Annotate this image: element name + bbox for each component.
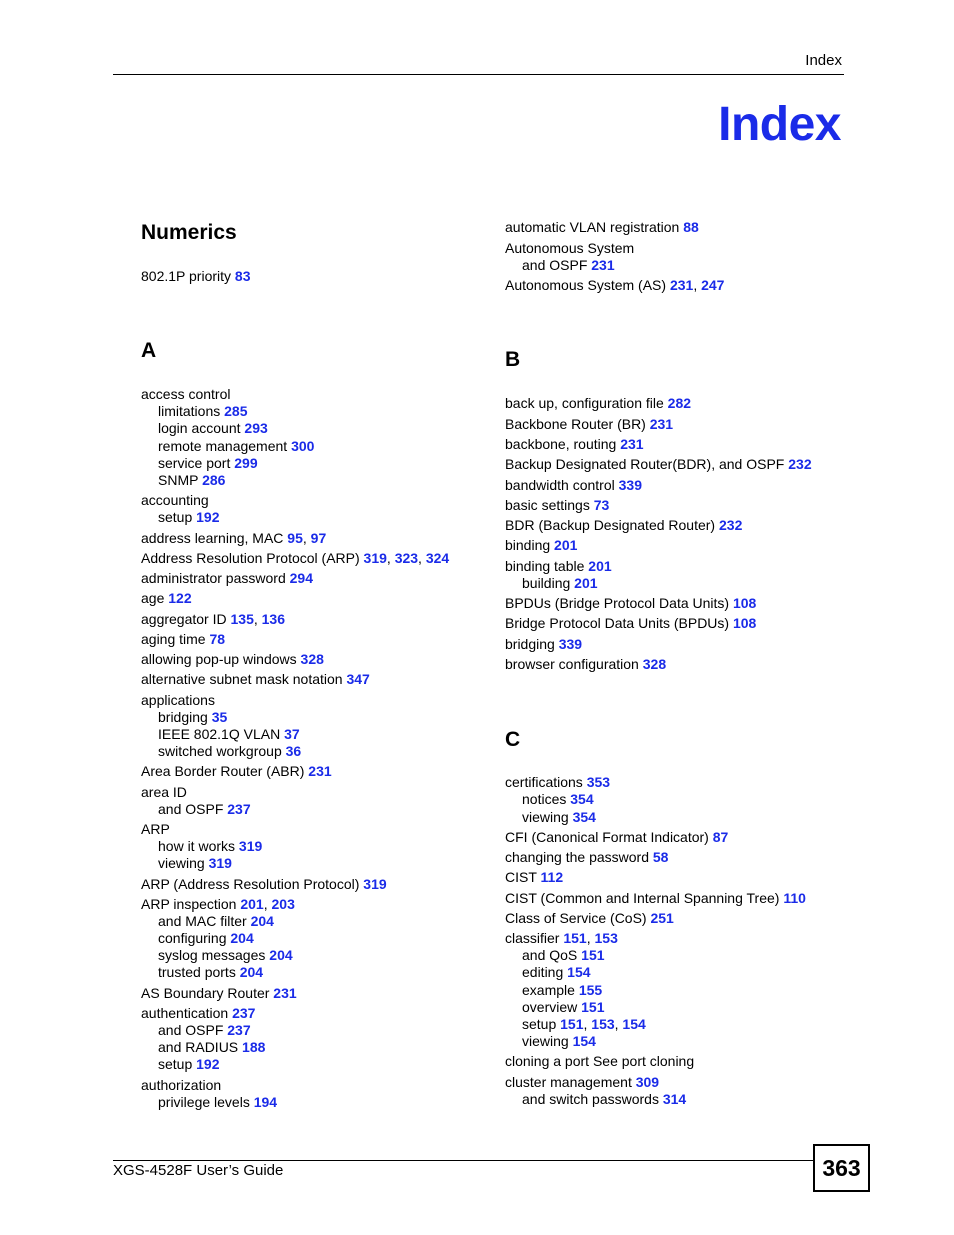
index-subentry — [522, 575, 598, 592]
index-term: Class of Service (CoS) — [505, 910, 647, 926]
index-term: administrator password — [141, 570, 286, 586]
index-term: and OSPF — [522, 257, 588, 273]
index-subentry — [158, 855, 232, 872]
page-link[interactable]: 354 — [572, 809, 596, 825]
page-link[interactable]: 153 — [591, 1016, 615, 1032]
index-term: setup — [158, 1056, 193, 1072]
page-title: Index — [718, 98, 841, 151]
index-term: and MAC filter — [158, 913, 247, 929]
index-entry — [505, 869, 563, 886]
index-term: address learning, MAC — [141, 530, 284, 546]
index-term: syslog messages — [158, 947, 266, 963]
index-term: and switch passwords — [522, 1091, 659, 1107]
page-link[interactable]: 108 — [732, 615, 757, 631]
index-term: how it works — [158, 838, 236, 854]
page-link[interactable]: 237 — [227, 1022, 251, 1038]
page-link[interactable]: 319 — [238, 838, 263, 854]
index-entry — [505, 558, 612, 575]
page-link[interactable]: 201 — [554, 537, 578, 553]
index-term: AS Boundary Router — [141, 985, 270, 1001]
index-term: limitations — [158, 403, 221, 419]
index-term: Area Border Router (ABR) — [141, 763, 305, 779]
index-term: trusted ports — [158, 964, 236, 980]
page-link[interactable]: 154 — [572, 1033, 596, 1049]
index-term: bridging — [505, 636, 555, 652]
page-link[interactable]: 154 — [567, 964, 591, 980]
page-link[interactable]: 294 — [289, 570, 313, 586]
page-link[interactable]: 87 — [712, 829, 729, 845]
index-term: viewing — [522, 809, 569, 825]
index-section-heading: Numerics — [141, 221, 237, 244]
index-term: back up, configuration file — [505, 395, 664, 411]
index-entry — [141, 692, 215, 709]
index-subentry — [158, 930, 254, 947]
page-link[interactable]: 78 — [209, 631, 226, 647]
index-subentry — [158, 403, 248, 420]
index-term: IEEE 802.1Q VLAN — [158, 726, 281, 742]
index-entry — [505, 395, 691, 412]
page-link[interactable]: 95 — [287, 530, 303, 546]
index-section-heading: A — [141, 339, 157, 362]
index-term: setup — [158, 509, 193, 525]
page-link[interactable]: 151 — [581, 947, 605, 963]
index-term: editing — [522, 964, 564, 980]
index-term: login account — [158, 420, 241, 436]
page-link[interactable]: 353 — [586, 774, 611, 790]
page-link[interactable]: 36 — [285, 743, 302, 759]
index-subentry — [158, 1056, 220, 1073]
index-subentry — [522, 257, 615, 274]
page-link[interactable]: 97 — [310, 530, 327, 546]
index-subentry — [522, 1091, 686, 1108]
index-entry: ARP inspection 201, 203 — [141, 896, 295, 912]
index-term: Autonomous System (AS) — [505, 277, 667, 293]
header-rule — [113, 74, 844, 75]
page-link[interactable]: 323 — [394, 550, 419, 566]
index-entry — [505, 615, 756, 632]
index-term: alternative subnet mask notation — [141, 671, 343, 687]
index-term: Bridge Protocol Data Units (BPDUs) — [505, 615, 730, 631]
index-entry — [505, 1053, 694, 1070]
index-term: and QoS — [522, 947, 578, 963]
running-header: Index — [805, 52, 842, 69]
index-term: and RADIUS — [158, 1039, 239, 1055]
index-entry — [505, 595, 756, 612]
page-link[interactable]: 203 — [271, 896, 295, 912]
index-term: and OSPF — [158, 1022, 224, 1038]
page-link[interactable]: 324 — [425, 550, 450, 566]
page-link[interactable]: 35 — [211, 709, 228, 725]
index-term: certifications — [505, 774, 583, 790]
page-link[interactable]: 339 — [618, 477, 642, 493]
index-entry — [141, 1005, 255, 1022]
index-term: switched workgroup — [158, 743, 282, 759]
index-term: basic settings — [505, 497, 590, 513]
page-link[interactable]: 204 — [250, 913, 274, 929]
index-entry — [505, 537, 577, 554]
page-link[interactable]: 151 — [560, 1016, 584, 1032]
page-link[interactable]: 319 — [208, 855, 232, 871]
page-link[interactable]: 319 — [363, 876, 387, 892]
index-term: BDR (Backup Designated Router) — [505, 517, 716, 533]
page-link[interactable]: 347 — [346, 671, 370, 687]
index-term: ARP (Address Resolution Protocol) — [141, 876, 360, 892]
index-entry — [505, 497, 609, 514]
page-link[interactable]: 188 — [242, 1039, 266, 1055]
page-number: 363 — [813, 1144, 870, 1192]
page-link[interactable]: 37 — [284, 726, 300, 742]
page-link[interactable]: 237 — [227, 801, 251, 817]
index-subentry — [158, 913, 274, 930]
index-entry — [505, 219, 699, 236]
index-entry — [141, 492, 209, 509]
page-link[interactable]: 286 — [202, 472, 226, 488]
index-term: and OSPF — [158, 801, 224, 817]
index-term: aggregator ID — [141, 611, 227, 627]
page-link[interactable]: 285 — [224, 403, 248, 419]
index-subentry — [522, 809, 596, 826]
index-subentry — [158, 726, 300, 743]
index-subentry — [522, 982, 602, 999]
index-subentry — [522, 1033, 596, 1050]
page-link[interactable]: 232 — [719, 517, 743, 533]
index-entry — [141, 268, 250, 285]
page-link[interactable]: 204 — [269, 947, 293, 963]
page-link[interactable]: 154 — [622, 1016, 646, 1032]
index-subentry — [158, 509, 220, 526]
index-entry — [141, 631, 225, 648]
page-link[interactable]: 83 — [234, 268, 251, 284]
index-subentry — [522, 791, 594, 808]
index-term: bridging — [158, 709, 208, 725]
page-link[interactable]: 151 — [563, 930, 587, 946]
index-entry — [505, 416, 673, 433]
index-term: CIST (Common and Internal Spanning Tree) — [505, 890, 780, 906]
index-subentry — [158, 1022, 251, 1039]
page-link[interactable]: 88 — [683, 219, 699, 235]
index-term: configuring — [158, 930, 227, 946]
index-term: bandwidth control — [505, 477, 615, 493]
index-term: classifier — [505, 930, 560, 946]
index-entry: classifier 151, 153 — [505, 930, 618, 946]
page-link[interactable]: 204 — [230, 930, 254, 946]
index-entry — [141, 784, 187, 801]
index-term: BPDUs (Bridge Protocol Data Units) — [505, 595, 730, 611]
page-link[interactable]: 201 — [588, 558, 612, 574]
index-term: viewing — [158, 855, 205, 871]
index-entry — [505, 774, 610, 791]
index-term: ARP inspection — [141, 896, 237, 912]
page-link[interactable]: 231 — [591, 257, 615, 273]
page-link[interactable]: 231 — [620, 436, 644, 452]
page-link[interactable]: 201 — [574, 575, 598, 591]
index-entry — [505, 910, 674, 927]
index-term: setup — [522, 1016, 557, 1032]
index-term: accounting — [141, 492, 209, 508]
page-link[interactable]: 354 — [570, 791, 594, 807]
index-subentry — [522, 999, 605, 1016]
page-link[interactable]: 155 — [578, 982, 603, 998]
index-term: building — [522, 575, 571, 591]
index-entry: aggregator ID 135, 136 — [141, 611, 285, 627]
index-subentry — [158, 1039, 265, 1056]
index-term: service port — [158, 455, 231, 471]
index-term: Backbone Router (BR) — [505, 416, 646, 432]
index-entry — [141, 590, 192, 607]
page-link[interactable]: 192 — [196, 509, 220, 525]
page-link[interactable]: 328 — [642, 656, 667, 672]
index-term: changing the password — [505, 849, 649, 865]
index-term: authorization — [141, 1077, 222, 1093]
index-section-heading: C — [505, 728, 521, 751]
index-term: access control — [141, 386, 231, 402]
index-entry — [141, 985, 297, 1002]
index-entry — [505, 436, 644, 453]
index-entry — [505, 829, 728, 846]
index-entry — [141, 763, 332, 780]
page-link[interactable]: 231 — [273, 985, 297, 1001]
page-link[interactable]: 314 — [662, 1091, 687, 1107]
index-term: cloning a port See port cloning — [505, 1053, 695, 1069]
index-term: 802.1P priority — [141, 268, 232, 284]
index-term: allowing pop-up windows — [141, 651, 297, 667]
page-link[interactable]: 153 — [594, 930, 618, 946]
page-link[interactable]: 112 — [540, 869, 564, 885]
index-subentry — [522, 964, 591, 981]
index-subentry — [158, 1094, 277, 1111]
page-link[interactable]: 231 — [308, 763, 332, 779]
page-link[interactable]: 309 — [635, 1074, 660, 1090]
index-entry — [505, 849, 668, 866]
index-entry — [505, 890, 806, 907]
index-subentry — [158, 709, 227, 726]
page-link[interactable]: 201 — [240, 896, 264, 912]
page-link[interactable]: 232 — [788, 456, 812, 472]
index-entry: address learning, MAC 95, 97 — [141, 530, 327, 546]
index-entry — [505, 656, 666, 673]
index-term: browser configuration — [505, 656, 639, 672]
index-entry — [505, 517, 742, 534]
index-term: SNMP — [158, 472, 199, 488]
index-term: Backup Designated Router(BDR), and OSPF — [505, 456, 785, 472]
page-link[interactable]: 237 — [232, 1005, 256, 1021]
index-entry — [505, 636, 582, 653]
index-term: cluster management — [505, 1074, 632, 1090]
page-link[interactable]: 110 — [783, 890, 806, 906]
index-term: age — [141, 590, 165, 606]
page-link[interactable]: 293 — [244, 420, 268, 436]
index-term: notices — [522, 791, 567, 807]
footer-rule — [113, 1160, 813, 1161]
index-subentry: setup 151, 153, 154 — [522, 1016, 646, 1032]
index-term: authentication — [141, 1005, 229, 1021]
page-link[interactable]: 300 — [291, 438, 315, 454]
page-link[interactable]: 122 — [168, 590, 192, 606]
page-link[interactable]: 319 — [363, 550, 387, 566]
page-link[interactable]: 282 — [667, 395, 692, 411]
index-subentry — [158, 455, 258, 472]
page-link[interactable]: 108 — [732, 595, 757, 611]
page-link[interactable]: 231 — [649, 416, 674, 432]
page-link[interactable]: 136 — [261, 611, 285, 627]
page-link[interactable]: 135 — [230, 611, 254, 627]
index-term: binding — [505, 537, 551, 553]
index-entry — [505, 1074, 659, 1091]
page-link[interactable]: 328 — [300, 651, 324, 667]
index-subentry — [158, 838, 262, 855]
page-link[interactable]: 299 — [234, 455, 258, 471]
index-entry — [505, 240, 634, 257]
index-entry — [141, 1077, 221, 1094]
index-entry — [141, 386, 230, 403]
index-term: ARP — [141, 821, 170, 837]
index-subentry — [158, 438, 314, 455]
index-section-heading: B — [505, 348, 521, 371]
index-term: overview — [522, 999, 578, 1015]
index-term: remote management — [158, 438, 288, 454]
page-link[interactable]: 231 — [669, 277, 694, 293]
index-term: automatic VLAN registration — [505, 219, 680, 235]
index-subentry — [158, 743, 301, 760]
index-entry — [141, 876, 387, 893]
index-term: Address Resolution Protocol (ARP) — [141, 550, 360, 566]
index-term: example — [522, 982, 575, 998]
index-term: binding table — [505, 558, 585, 574]
index-term: aging time — [141, 631, 206, 647]
index-entry — [505, 456, 812, 473]
page-link[interactable]: 339 — [558, 636, 583, 652]
index-subentry — [158, 964, 263, 981]
index-term: privilege levels — [158, 1094, 250, 1110]
index-subentry — [158, 801, 251, 818]
index-entry — [141, 821, 170, 838]
index-entry — [505, 477, 642, 494]
index-subentry — [158, 472, 225, 489]
page-link[interactable]: 73 — [593, 497, 610, 513]
index-term: CFI (Canonical Format Indicator) — [505, 829, 709, 845]
index-entry — [141, 570, 313, 587]
page-link[interactable]: 192 — [196, 1056, 220, 1072]
index-entry — [141, 671, 370, 688]
index-term: viewing — [522, 1033, 569, 1049]
index-entry: Address Resolution Protocol (ARP) 319, 323, 324 — [141, 550, 450, 566]
page-link[interactable]: 194 — [253, 1094, 278, 1110]
index-term: Autonomous System — [505, 240, 635, 256]
index-entry: Autonomous System (AS) 231, 247 — [505, 277, 725, 293]
index-subentry — [522, 947, 605, 964]
page-link[interactable]: 151 — [581, 999, 605, 1015]
page-link[interactable]: 247 — [701, 277, 725, 293]
index-entry — [141, 651, 324, 668]
index-subentry — [158, 420, 268, 437]
page-link[interactable]: 251 — [650, 910, 674, 926]
index-term: backbone, routing — [505, 436, 617, 452]
page-link[interactable]: 58 — [652, 849, 669, 865]
index-subentry — [158, 947, 293, 964]
index-term: CIST — [505, 869, 537, 885]
footer-guide-title: XGS-4528F User’s Guide — [113, 1162, 284, 1179]
page-link[interactable]: 204 — [239, 964, 264, 980]
index-term: applications — [141, 692, 215, 708]
index-term: area ID — [141, 784, 187, 800]
